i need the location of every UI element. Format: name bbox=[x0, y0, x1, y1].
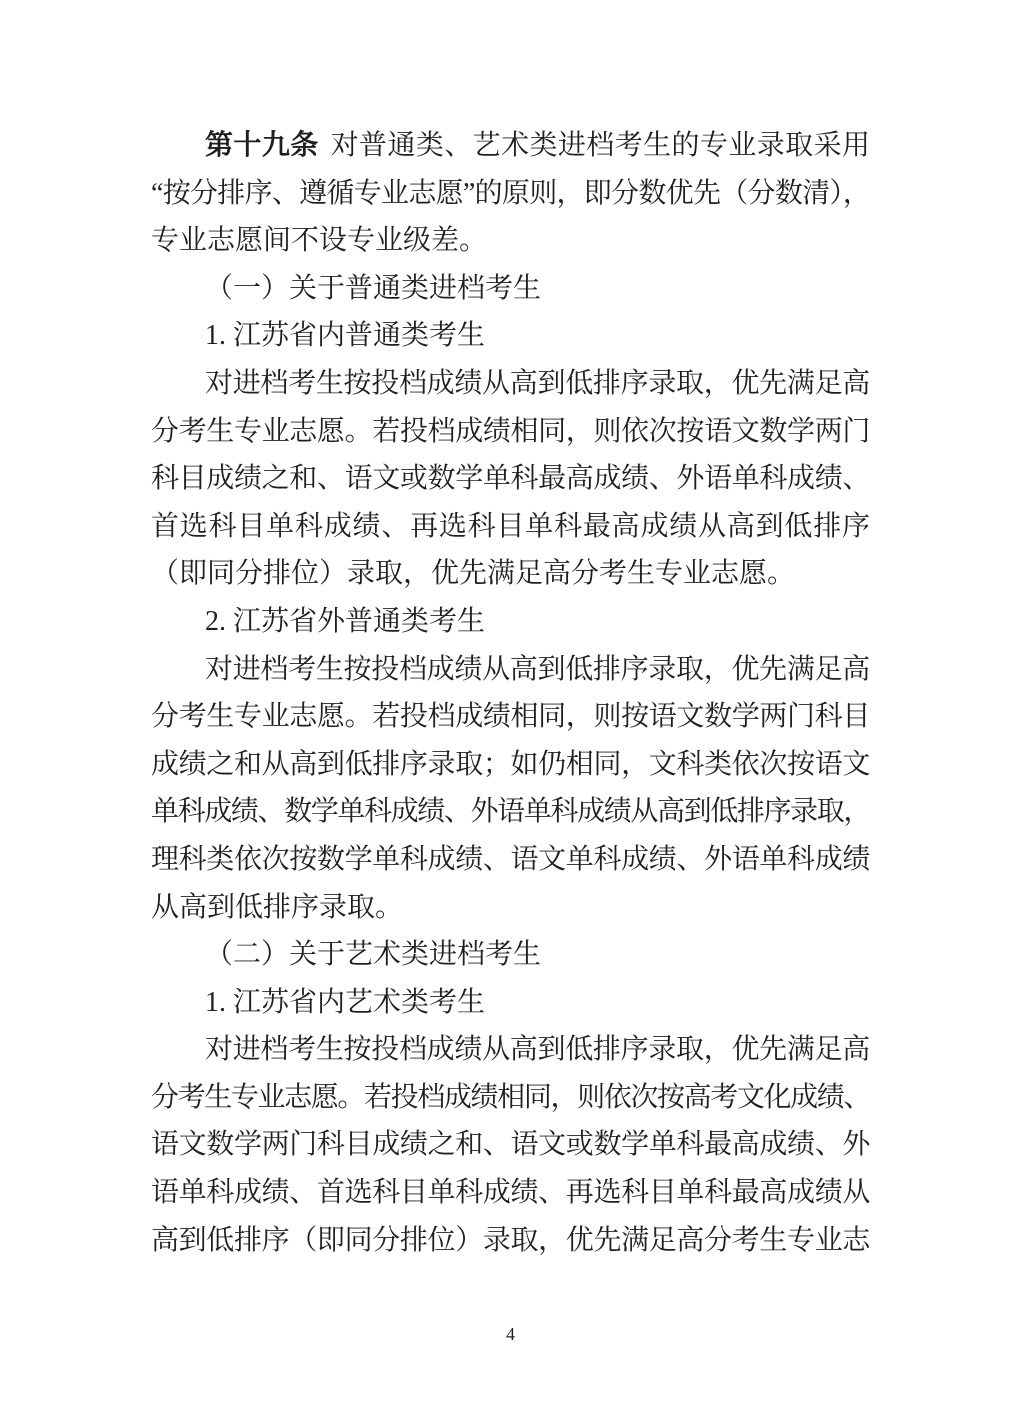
line-text: 1. 江苏省内普通类考生 bbox=[205, 320, 486, 352]
text-line bbox=[151, 788, 870, 836]
text-line bbox=[151, 550, 870, 598]
text-line bbox=[151, 455, 870, 503]
page-number: 4 bbox=[506, 1324, 515, 1344]
text-line bbox=[151, 1026, 870, 1074]
line-text: “按分排序、遵循专业志愿”的原则，即分数优先（分数清）， bbox=[151, 177, 870, 209]
text-line bbox=[151, 1217, 870, 1265]
line-text: 语单科成绩、首选科目单科成绩、再选科目单科最高成绩从 bbox=[151, 1177, 871, 1209]
line-text: （即同分排位）录取，优先满足高分考生专业志愿。 bbox=[151, 558, 796, 590]
line-text: （二）关于艺术类进档考生 bbox=[205, 939, 542, 971]
line-text: 1. 江苏省内艺术类考生 bbox=[205, 986, 486, 1018]
line-text: 科目成绩之和、语文或数学单科最高成绩、外语单科成绩、 bbox=[151, 463, 871, 495]
line-text: 高到低排序（即同分排位）录取，优先满足高分考生专业志 bbox=[151, 1224, 871, 1256]
line-text: 2. 江苏省外普通类考生 bbox=[205, 605, 486, 637]
line-text: 从高到低排序录取。 bbox=[151, 891, 404, 923]
line-text: 对进档考生按投档成绩从高到低排序录取，优先满足高 bbox=[205, 653, 871, 685]
text-line bbox=[151, 693, 870, 741]
text-line bbox=[151, 1121, 870, 1169]
line-text: 分考生专业志愿。若投档成绩相同，则按语文数学两门科目 bbox=[151, 701, 871, 733]
line-text: 语文数学两门科目成绩之和、语文或数学单科最高成绩、外 bbox=[151, 1129, 871, 1161]
text-line bbox=[151, 170, 870, 218]
text-line bbox=[151, 741, 870, 789]
line-text: 专业志愿间不设专业级差。 bbox=[151, 225, 488, 257]
text-line bbox=[151, 1169, 870, 1217]
text-line bbox=[151, 503, 870, 551]
line-text: 成绩之和从高到低排序录取；如仍相同，文科类依次按语文 bbox=[151, 748, 871, 780]
text-line bbox=[151, 884, 870, 932]
line-text: 理科类依次按数学单科成绩、语文单科成绩、外语单科成绩 bbox=[151, 843, 871, 875]
text-line bbox=[151, 598, 870, 646]
text-line bbox=[151, 360, 870, 408]
document-body bbox=[151, 122, 870, 1264]
article-number-label: 第十九条 bbox=[205, 130, 319, 161]
line-text: 分考生专业志愿。若投档成绩相同，则依次按语文数学两门 bbox=[151, 415, 871, 447]
text-line bbox=[151, 931, 870, 979]
text-line bbox=[151, 1074, 870, 1122]
text-line bbox=[151, 408, 870, 456]
line-text: 对进档考生按投档成绩从高到低排序录取，优先满足高 bbox=[205, 1034, 871, 1066]
text-line bbox=[151, 836, 870, 884]
line-text: 单科成绩、数学单科成绩、外语单科成绩从高到低排序录取， bbox=[151, 796, 871, 828]
text-line bbox=[151, 122, 870, 170]
text-line bbox=[151, 312, 870, 360]
text-line bbox=[151, 265, 870, 313]
text-line bbox=[151, 217, 870, 265]
text-line bbox=[151, 979, 870, 1027]
text-line bbox=[151, 646, 870, 694]
line-text: 对进档考生按投档成绩从高到低排序录取，优先满足高 bbox=[205, 367, 871, 399]
line-text: 对普通类、艺术类进档考生的专业录取采用 bbox=[330, 130, 870, 161]
line-text: 分考生专业志愿。若投档成绩相同，则依次按高考文化成绩、 bbox=[151, 1081, 871, 1113]
line-text: 首选科目单科成绩、再选科目单科最高成绩从高到低排序 bbox=[151, 510, 870, 542]
line-text: （一）关于普通类进档考生 bbox=[205, 272, 542, 304]
